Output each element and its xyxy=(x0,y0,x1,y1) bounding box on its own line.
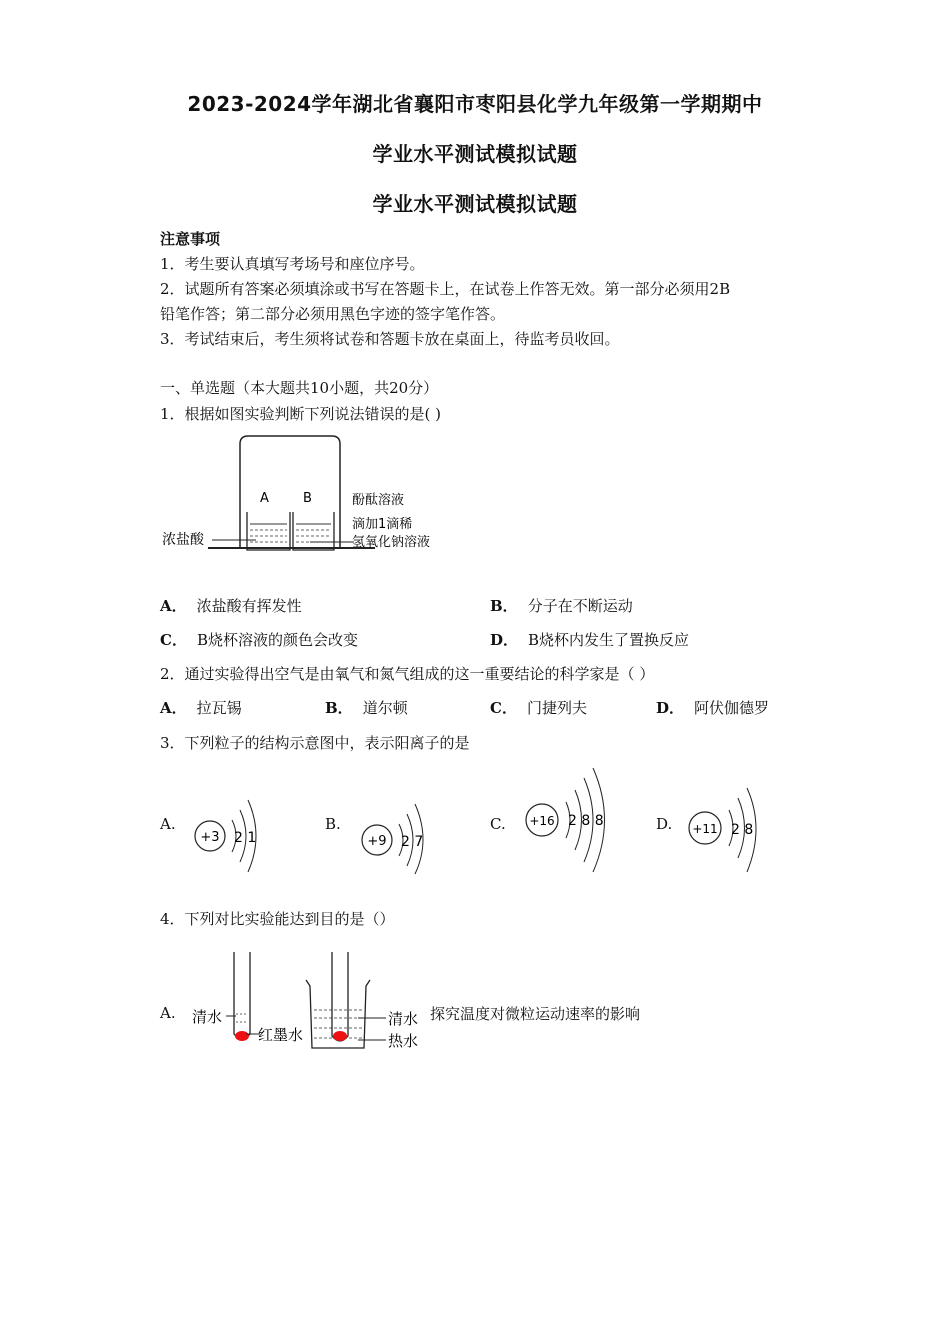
q1-option-c[interactable] xyxy=(160,629,358,650)
q4-option-a-label[interactable]: A. xyxy=(160,1004,176,1022)
beaker-a-label: A xyxy=(260,491,269,506)
red-ink-drop-right xyxy=(333,1031,347,1041)
label-naoh: 氢氧化钠溶液 xyxy=(352,535,431,550)
q1-option-a[interactable] xyxy=(160,595,302,616)
label-phenolphthalein: 酚酞溶液 xyxy=(352,493,405,508)
beaker-b-label: B xyxy=(303,491,312,506)
section-heading: 一、单选题（本大题共10小题，共20分） xyxy=(160,379,439,397)
label-hot-water: 热水 xyxy=(388,1032,419,1050)
nucleus-charge: +11 xyxy=(692,822,718,836)
q1-option-d[interactable] xyxy=(490,629,689,650)
nucleus-charge: +16 xyxy=(529,814,555,828)
option-text: 阿伏伽德罗 xyxy=(694,699,770,717)
q3-atom-d[interactable] xyxy=(685,784,770,879)
label-dilute: 滴加1滴稀 xyxy=(352,517,413,532)
q3-atom-a[interactable] xyxy=(190,790,270,880)
nucleus-charge: +3 xyxy=(200,830,220,845)
red-ink-drop-left xyxy=(235,1031,249,1041)
q3-option-d-label[interactable]: D. xyxy=(656,815,673,833)
nucleus-charge: +9 xyxy=(367,834,387,849)
q2-option-c[interactable] xyxy=(490,697,587,718)
q1-option-b[interactable] xyxy=(490,595,633,616)
option-label: A． xyxy=(160,699,187,717)
option-label: A． xyxy=(160,597,187,615)
option-label: B． xyxy=(325,699,353,717)
q3-atom-b[interactable] xyxy=(355,796,435,876)
q4-option-a-figure[interactable] xyxy=(188,948,438,1058)
q4-stem: 4．下列对比实验能达到目的是（） xyxy=(160,910,395,928)
option-text: 分子在不断运动 xyxy=(527,597,633,615)
exam-title-line1: 2023-2024学年湖北省襄阳市枣阳县化学九年级第一学期期中 xyxy=(187,92,763,116)
label-clear-water-right: 清水 xyxy=(388,1010,419,1028)
beaker-b xyxy=(293,512,334,550)
q4-option-a-purpose: 探究温度对微粒运动速率的影响 xyxy=(430,1005,641,1023)
electron-shells: 2 8 8 xyxy=(568,813,604,829)
q2-option-a[interactable] xyxy=(160,697,242,718)
q1-figure xyxy=(160,432,480,562)
electron-shells: 2 1 xyxy=(234,830,257,846)
q3-atom-c[interactable] xyxy=(520,764,620,874)
option-label: B． xyxy=(490,597,518,615)
q3-option-b-label[interactable]: B. xyxy=(325,815,341,833)
option-text: 浓盐酸有挥发性 xyxy=(196,597,302,615)
notice-item: 2．试题所有答案必须填涂或书写在答题卡上，在试卷上作答无效。第一部分必须用2B xyxy=(160,280,731,298)
q2-stem: 2．通过实验得出空气是由氧气和氮气组成的这一重要结论的科学家是（ ） xyxy=(160,665,655,683)
option-text: B烧杯内发生了置换反应 xyxy=(528,631,690,649)
q2-option-d[interactable] xyxy=(656,697,769,718)
label-clear-water-left: 清水 xyxy=(192,1008,223,1026)
q2-option-b[interactable] xyxy=(325,697,408,718)
option-text: 拉瓦锡 xyxy=(196,699,242,717)
electron-shells: 2 8 xyxy=(731,822,754,838)
exam-title-line3: 学业水平测试模拟试题 xyxy=(372,192,578,216)
notice-item: 铅笔作答；第二部分必须用黑色字迹的签字笔作答。 xyxy=(160,305,506,323)
exam-title-line2: 学业水平测试模拟试题 xyxy=(372,142,578,166)
option-text: 门捷列夫 xyxy=(526,699,587,717)
q3-stem: 3．下列粒子的结构示意图中，表示阳离子的是 xyxy=(160,734,470,752)
notice-item: 1．考生要认真填写考场号和座位序号。 xyxy=(160,255,425,273)
label-conc-hcl: 浓盐酸 xyxy=(162,532,204,548)
option-label: D． xyxy=(490,631,519,649)
option-label: C． xyxy=(490,699,517,717)
label-red-ink: 红墨水 xyxy=(258,1026,304,1044)
option-label: D． xyxy=(656,699,685,717)
option-text: 道尔顿 xyxy=(362,699,408,717)
notice-item: 3．考试结束后，考生须将试卷和答题卡放在桌面上，待监考员收回。 xyxy=(160,330,620,348)
option-label: C． xyxy=(160,631,187,649)
q3-option-a-label[interactable]: A. xyxy=(160,815,176,833)
option-text: B烧杯溶液的颜色会改变 xyxy=(196,631,358,649)
q3-option-c-label[interactable]: C. xyxy=(490,815,506,833)
q1-stem: 1．根据如图实验判断下列说法错误的是( ) xyxy=(160,405,442,423)
beaker-a xyxy=(247,512,290,550)
electron-shells: 2 7 xyxy=(401,834,424,850)
notice-heading: 注意事项 xyxy=(160,230,221,248)
test-tube-left xyxy=(234,952,250,1039)
